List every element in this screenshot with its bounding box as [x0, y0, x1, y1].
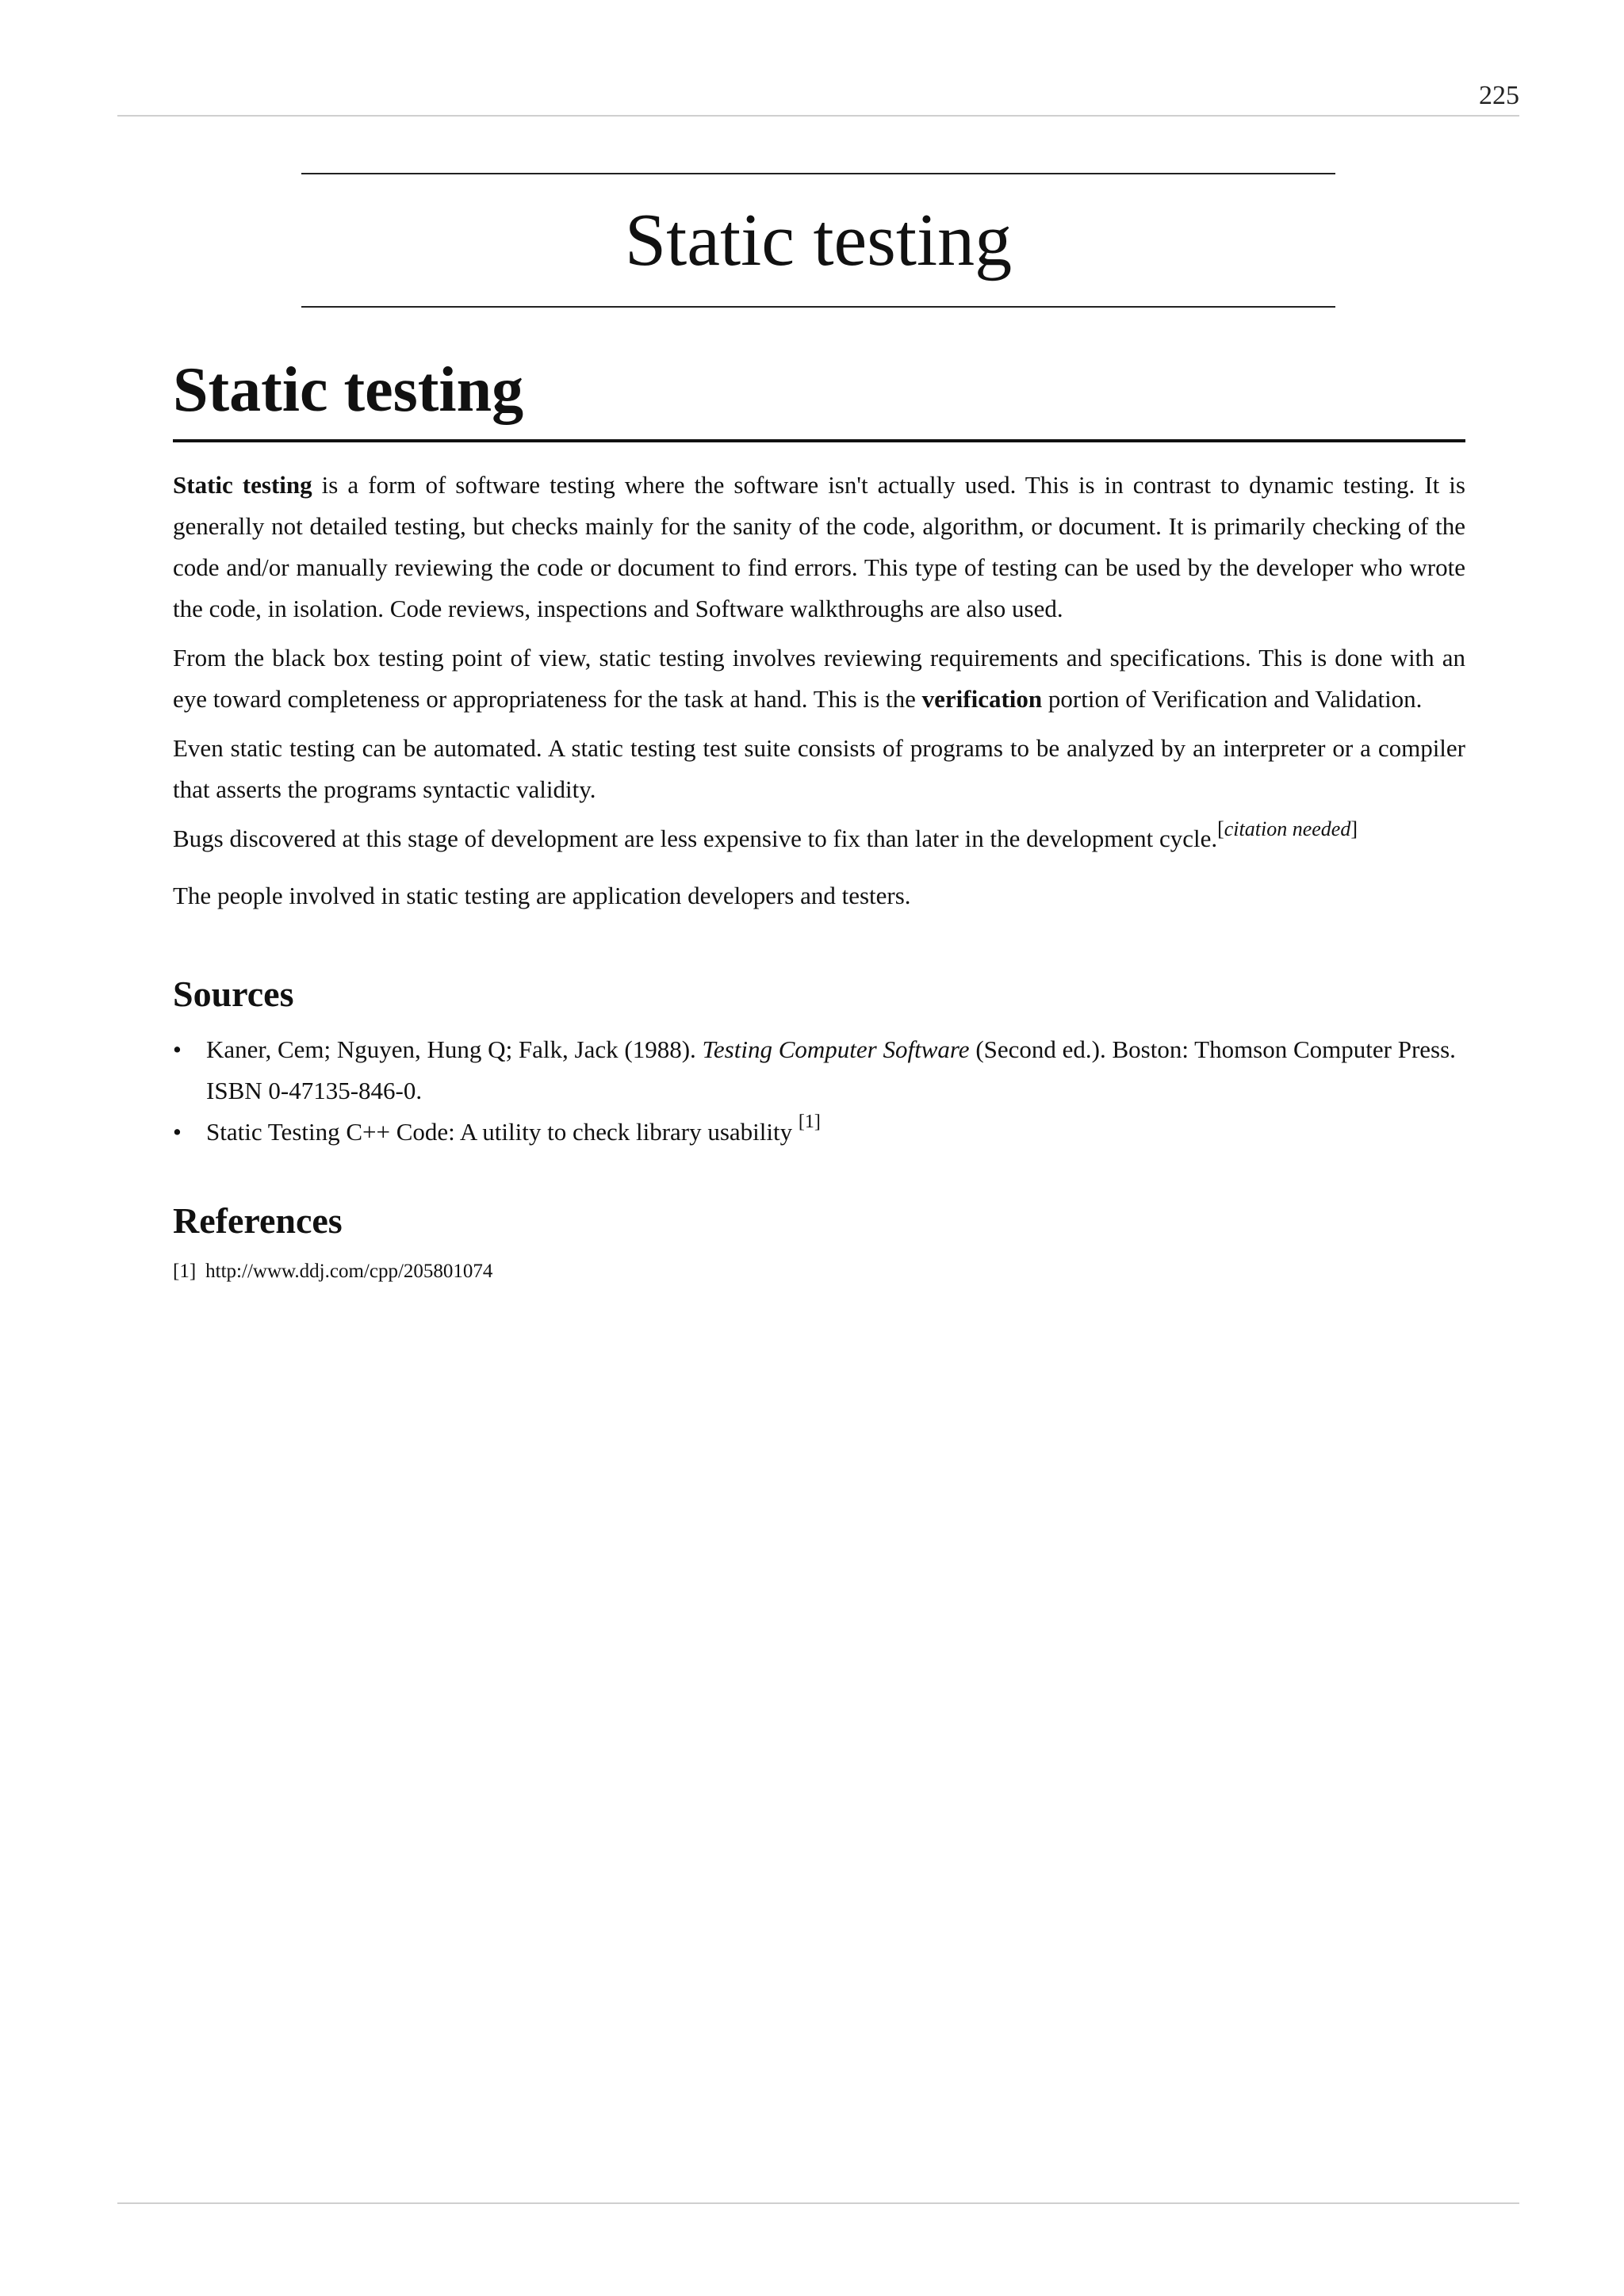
article-title: Static testing [173, 349, 1465, 442]
reference-item [173, 1256, 1465, 1288]
header-rule [117, 115, 1519, 117]
list-item: • Kaner, Cem; Nguyen, Hung Q; Falk, Jack (1988). Testing Computer Software (Second ed.). Boston: Thomson Computer Press. ISBN 0-47135-846-0. [173, 1029, 1465, 1112]
page-number: 225 [1479, 81, 1519, 110]
bold-verification: verification [921, 685, 1043, 713]
reference-url[interactable]: http://www.ddj.com/cpp/205801074 [205, 1261, 493, 1282]
footer-rule [117, 2202, 1519, 2204]
black-box-paragraph: From the black box testing point of view, static testing involves reviewing requirements and specifications. This is done with an eye toward completeness or appropriateness for the task at hand. This is the verification portion of Verification and Validation. [173, 644, 1465, 713]
reference-number: [1] [173, 1261, 197, 1282]
bugs-paragraph: Bugs discovered at this stage of development are less expensive to fix than later in the development cycle.[citation needed] [173, 817, 1358, 852]
references-heading: References [173, 1200, 343, 1241]
intro-paragraph [173, 465, 1465, 629]
chapter-title-rule-bottom [301, 306, 1335, 308]
bullet-icon: • [173, 1118, 182, 1146]
people-paragraph: The people involved in static testing are application developers and testers. [173, 882, 911, 909]
book-title: Testing Computer Software [702, 1035, 970, 1063]
bullet-icon: • [173, 1035, 182, 1063]
bold-term: Static testing [173, 471, 312, 499]
article-content [173, 349, 1465, 1288]
list-item: • Static Testing C++ Code: A utility to check library usability [1] [173, 1112, 1465, 1153]
reference-link[interactable]: [1] [798, 1112, 821, 1132]
automation-paragraph: Even static testing can be automated. A static testing test suite consists of programs to be analyzed by an interpreter or a compiler that asserts the programs syntactic validity. [173, 734, 1465, 803]
sources-list [173, 1029, 1465, 1153]
intro-text: is a form of software testing where the software isn't actually used. This is in contrast to dynamic testing. It is generally not detailed testing, but checks mainly for the sanity of the code, algorithm, or document. It is primarily checking of the code and/or manually reviewing the code or document to find errors. This type of testing can be used by the developer who wrote the code, in isolation. Code reviews, inspections and Software walkthroughs are also used. [173, 471, 1465, 622]
sources-heading: Sources [173, 974, 294, 1014]
chapter-title-rule-top [301, 173, 1335, 174]
citation-needed-note[interactable]: [citation needed] [1217, 817, 1358, 840]
chapter-title: Static testing [624, 199, 1013, 281]
